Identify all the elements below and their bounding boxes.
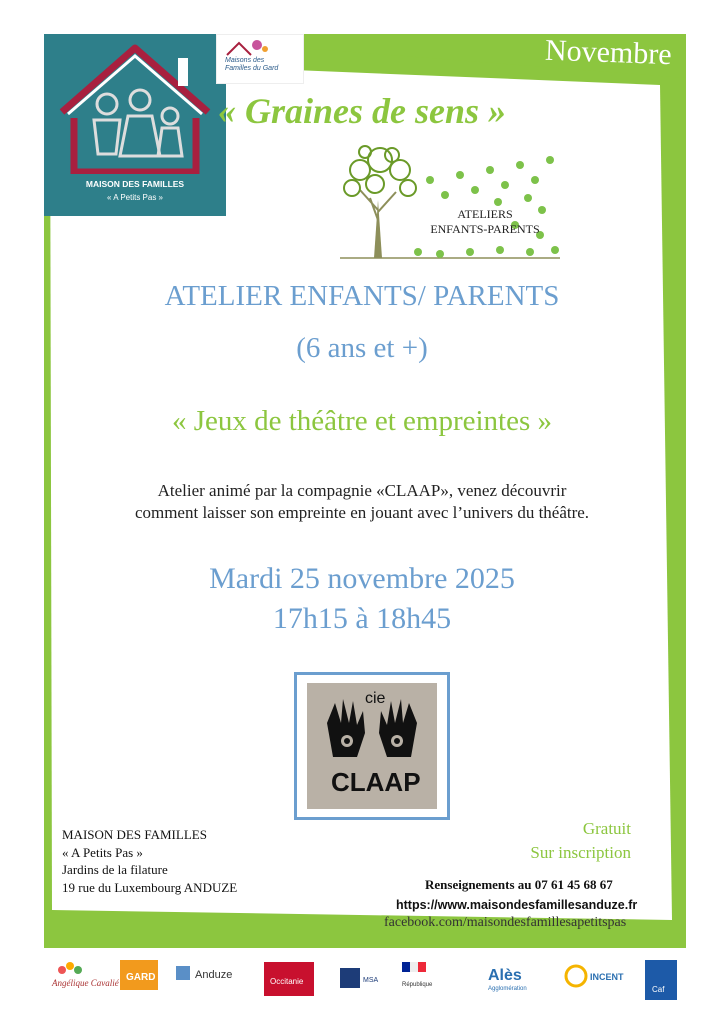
incent-logo-icon — [566, 966, 624, 986]
description-line1: Atelier animé par la compagnie «CLAAP», venez découvrir — [157, 481, 567, 500]
caf-logo-icon — [645, 960, 677, 1000]
svg-text:Caf: Caf — [652, 985, 665, 994]
address-line2: « A Petits Pas » — [62, 844, 143, 860]
logo-small-line2: Familles du Gard — [225, 65, 279, 72]
illustration-line1: ATELIERS — [457, 207, 513, 221]
event-date: Mardi 25 novembre 2025 — [209, 562, 515, 595]
description — [0, 480, 724, 524]
maisons-des-familles-gard-logo — [216, 34, 304, 84]
address-block — [62, 826, 237, 896]
illustration-line2: ENFANTS-PARENTS — [430, 222, 540, 236]
event-title: « Graines de sens » — [217, 91, 507, 131]
svg-text:INCENT: INCENT — [590, 972, 624, 982]
svg-text:Anduze: Anduze — [195, 969, 233, 981]
logo-main-line1: MAISON DES FAMILLES — [85, 179, 185, 189]
claap-cie-text: cie — [365, 690, 386, 707]
description-line2: comment laisser son empreinte en jouant avec l’univers du théâtre. — [134, 503, 590, 522]
svg-text:République: République — [402, 982, 433, 988]
angelique-logo-icon — [51, 962, 120, 988]
claap-logo — [307, 683, 437, 809]
atelier-heading: ATELIER ENFANTS/ PARENTS — [164, 280, 560, 312]
event-time: 17h15 à 18h45 — [272, 602, 452, 635]
svg-text:Angélique Cavalié: Angélique Cavalié — [52, 978, 119, 988]
contact-phone: Renseignements au 07 61 45 68 67 — [425, 877, 613, 892]
address-line1: MAISON DES FAMILLES — [62, 827, 207, 842]
svg-text:Occitanie: Occitanie — [270, 977, 304, 986]
claap-name-text: CLAAP — [331, 767, 421, 797]
logo-small-line1: Maisons des — [225, 57, 265, 64]
partner-logos-row — [0, 952, 724, 1012]
anduze-logo-icon — [176, 966, 232, 981]
theme-heading: « Jeux de théâtre et empreintes » — [171, 405, 553, 437]
ales-logo-icon — [488, 967, 527, 992]
svg-text:GARD: GARD — [126, 972, 156, 983]
claap-logo-frame — [294, 672, 450, 820]
age-range: (6 ans et +) — [296, 332, 428, 364]
svg-text:Alès: Alès — [488, 967, 522, 984]
facebook-link[interactable]: facebook.com/maisondesfamillesapetitspas — [384, 915, 627, 930]
claap-hands-icon — [307, 683, 437, 809]
month-label: Novembre — [544, 33, 673, 72]
price-label: Gratuit — [582, 819, 631, 838]
msa-logo-icon — [340, 968, 379, 988]
gard-logo-icon — [120, 960, 158, 990]
address-line4: 19 rue du Luxembourg ANDUZE — [62, 879, 238, 895]
occitanie-logo-icon — [264, 962, 314, 996]
registration-label: Sur inscription — [530, 843, 631, 862]
partner-logos — [0, 952, 724, 1012]
marianne-logo-icon — [402, 962, 433, 988]
svg-text:MSA: MSA — [363, 977, 379, 984]
logo-main-line2: « A Petits Pas » — [106, 193, 164, 202]
address-line3: Jardins de la filature — [62, 862, 168, 877]
illustration-caption — [420, 207, 550, 237]
tree-illustration — [330, 140, 570, 265]
svg-text:Agglomération: Agglomération — [488, 986, 527, 992]
website-link[interactable]: https://www.maisondesfamillesanduze.fr — [396, 898, 638, 912]
price-block — [505, 817, 631, 865]
